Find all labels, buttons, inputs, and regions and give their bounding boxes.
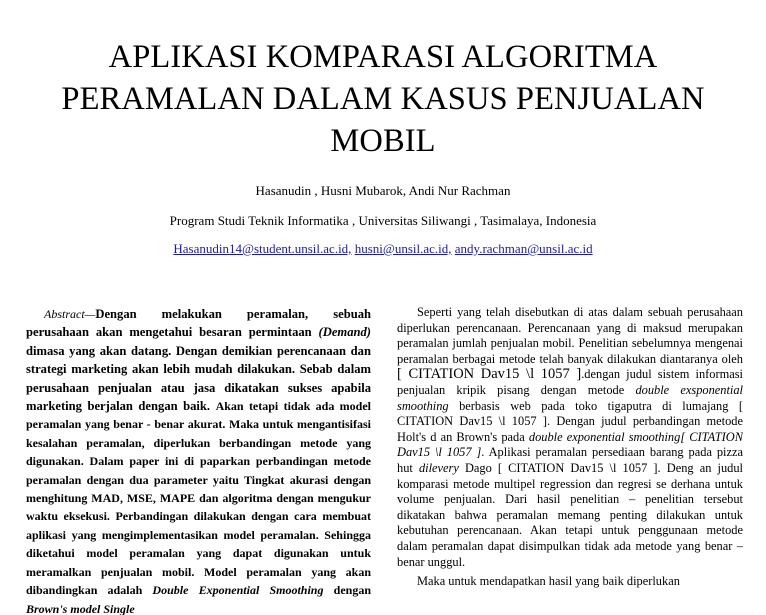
intro-term-des-citation: double exponential smoothing[ CITATION Dav15 \l 1057 ]: [397, 429, 743, 460]
intro-text-b: .dengan judul sistem informasi penjualan kripik pisang dengan metode: [397, 367, 743, 397]
intro-paragraph-1: [397, 305, 743, 570]
email-list: [0, 241, 766, 257]
abstract-label: Abstract: [44, 307, 85, 321]
citation-dav15: [ CITATION Dav15 \l 1057 ]: [397, 366, 582, 383]
intro-term-dilevery: dilevery: [418, 460, 459, 475]
abstract-text-2: dimasa yang akan datang. Dengan demikian perencanaan dan strategi marketing akan lebih mudah dilakukan. Sebab dalam perusahaan penjualan atau jasa dikatakan sukses apabila marketing berjalan dengan baik.: [26, 343, 371, 414]
title-line-1: APLIKASI KOMPARASI ALGORITMA: [108, 39, 658, 75]
email-link-husni[interactable]: husni@unsil.ac.id,: [354, 241, 452, 256]
abstract-term-brown: Brown's model Single: [26, 601, 135, 615]
email-link-andy[interactable]: andy.rachman@unsil.ac.id: [454, 241, 593, 256]
intro-text-d: . Aplikasi peramalan persediaan barang pada pizza hut: [397, 445, 743, 475]
email-link-hasanudin[interactable]: Hasanudin14@student.unsil.ac.id,: [173, 241, 352, 256]
intro-term-des: double exsponential smoothing: [397, 382, 743, 413]
intro-text-a: Seperti yang telah disebutkan di atas dalam sebuah perusahaan diperlukan perencanaan. Perencanaan yang di maksud merupakan peramalan jumlah penjualan mobil. Penelitian sebelumnya mengenai peramalan berbagai metode telah banyak dilakukan diantaranya oleh: [397, 305, 743, 366]
abstract-text-1: Dengan melakukan peramalan, sebuah perusahaan akan mengetahui besaran permintaan: [26, 307, 371, 340]
introduction-column: [397, 305, 743, 615]
author-list: Hasanudin , Husni Mubarok, Andi Nur Rachman: [255, 183, 511, 198]
paper-title: [0, 36, 766, 162]
affiliation: Program Studi Teknik Informatika , Universitas Siliwangi , Tasimalaya, Indonesia: [169, 213, 597, 228]
title-line-3: MOBIL: [330, 123, 436, 159]
abstract-term-demand: (Demand): [318, 325, 371, 340]
abstract-term-des: Double Exponential Smoothing: [152, 583, 324, 598]
abstract-text-3: Akan tetapi tidak ada model peramalan yang benar - benar akurat. Maka untuk mengantisifasi kesalahan peramalan, diperlukan berbandingan metode yang digunakan. Dalam paper ini di paparkan perbandingan metode peramalan dengan dua parameter yaitu Tingkat akurasi dengan menghitung MAD, MSE, MAPE dan algoritma dengan mengukur waktu eksekusi. Perbandingan dilakukan dengan cara membuat aplikasi yang mengimplementasikan model peramalan. Sehingga diketahui model peramalan yang dapat digunakan untuk meramalkan penjualan mobil. Model peramalan yang akan dibandingkan adalah: [26, 399, 371, 598]
abstract-text-4: dengan: [323, 583, 371, 598]
intro-text-c: berbasis web pada toko tigaputra di lumajang [ CITATION Dav15 \l 1057 ]. Dengan judul perbandingan metode Holt's d an Brown's pada: [397, 398, 743, 444]
abstract-paragraph: [26, 305, 371, 615]
intro-text-e: Dago [ CITATION Dav15 \l 1057 ]. Deng an judul komparasi metode multipel regression dan regresi se derhana untuk volume penjualan. Dari hasil penelitian – penelitian tersebut dikatakan bahwa peramalan memang penting dilakukan untuk kebutuhan perencanaan. Akan tetapi untuk penggunaan metode dalam peramalan dapat disimpulkan tidak ada metode yang benar – benar unggul.: [397, 460, 743, 569]
title-line-2: PERAMALAN DALAM KASUS PENJUALAN: [61, 81, 705, 117]
abstract-dash: —: [84, 307, 96, 321]
abstract-column: [26, 305, 371, 615]
intro-paragraph-2: Maka untuk mendapatkan hasil yang baik diperlukan: [417, 574, 680, 589]
